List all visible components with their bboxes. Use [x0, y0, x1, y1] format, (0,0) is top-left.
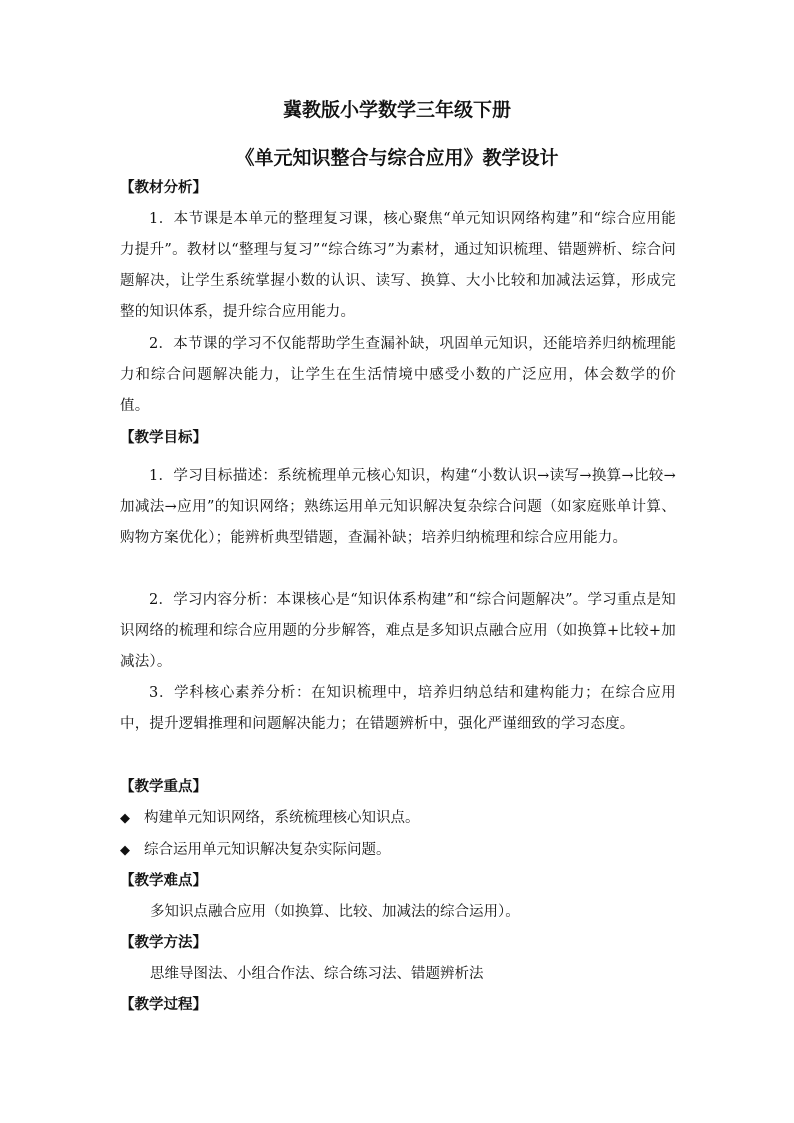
- goals-paragraph-3: 3．学科核心素养分析：在知识梳理中，培养归纳总结和建构能力；在综合应用中，提升逻辑推理和问题解决能力；在错题辨析中，强化严谨细致的学习态度。: [120, 685, 676, 732]
- difficulties-text: 多知识点融合应用（如换算、比较、加减法的综合运用）。: [150, 904, 520, 920]
- section-heading-goals: 【教学目标】: [120, 430, 207, 446]
- goals-paragraph-1: 1．学习目标描述：系统梳理单元核心知识，构建“小数认识→读写→换算→比较→加减法→应用”的知识网络；熟练运用单元知识解决复杂综合问题（如家庭账单计算、购物方案优化）；能辨析典型错题，查漏补缺；培养归纳梳理和综合应用能力。: [120, 468, 676, 546]
- doc-title-line1: 冀教版小学数学三年级下册: [282, 99, 511, 121]
- goals-paragraph-2: 2．学习内容分析：本课核心是“知识体系构建”和“综合问题解决”。学习重点是知识网络的梳理和综合应用题的分步解答，难点是多知识点融合应用（如换算+比较+加减法）。: [120, 592, 676, 670]
- section-heading-key-points: 【教学重点】: [120, 779, 207, 795]
- analysis-paragraph-1: 1．本节课是本单元的整理复习课，核心聚焦“单元知识网络构建”和“综合应用能力提升”。教材以“整理与复习”“综合练习”为素材，通过知识梳理、错题辨析、综合问题解决，让学生系统掌握小数的认识、读写、换算、大小比较和加减法运算，形成完整的知识体系，提升综合应用能力。: [120, 211, 676, 320]
- analysis-paragraph-2: 2．本节课的学习不仅能帮助学生查漏补缺，巩固单元知识，还能培养归纳梳理能力和综合问题解决能力，让学生在生活情境中感受小数的广泛应用，体会数学的价值。: [120, 336, 676, 414]
- doc-title-line2: 《单元知识整合与综合应用》教学设计: [235, 147, 559, 169]
- section-heading-process: 【教学过程】: [120, 997, 207, 1013]
- section-heading-difficulties: 【教学难点】: [120, 873, 207, 889]
- diamond-bullet-icon: ◆: [120, 811, 130, 826]
- section-heading-methods: 【教学方法】: [120, 935, 207, 951]
- diamond-bullet-icon: ◆: [120, 843, 130, 858]
- key-point-text: 构建单元知识网络，系统梳理核心知识点。: [144, 810, 420, 826]
- methods-text: 思维导图法、小组合作法、综合练习法、错题辨析法: [150, 966, 484, 982]
- section-heading-analysis: 【教材分析】: [120, 180, 207, 196]
- key-point-text: 综合运用单元知识解决复杂实际问题。: [144, 842, 391, 858]
- key-point-item: [120, 840, 391, 861]
- key-point-item: [120, 808, 420, 829]
